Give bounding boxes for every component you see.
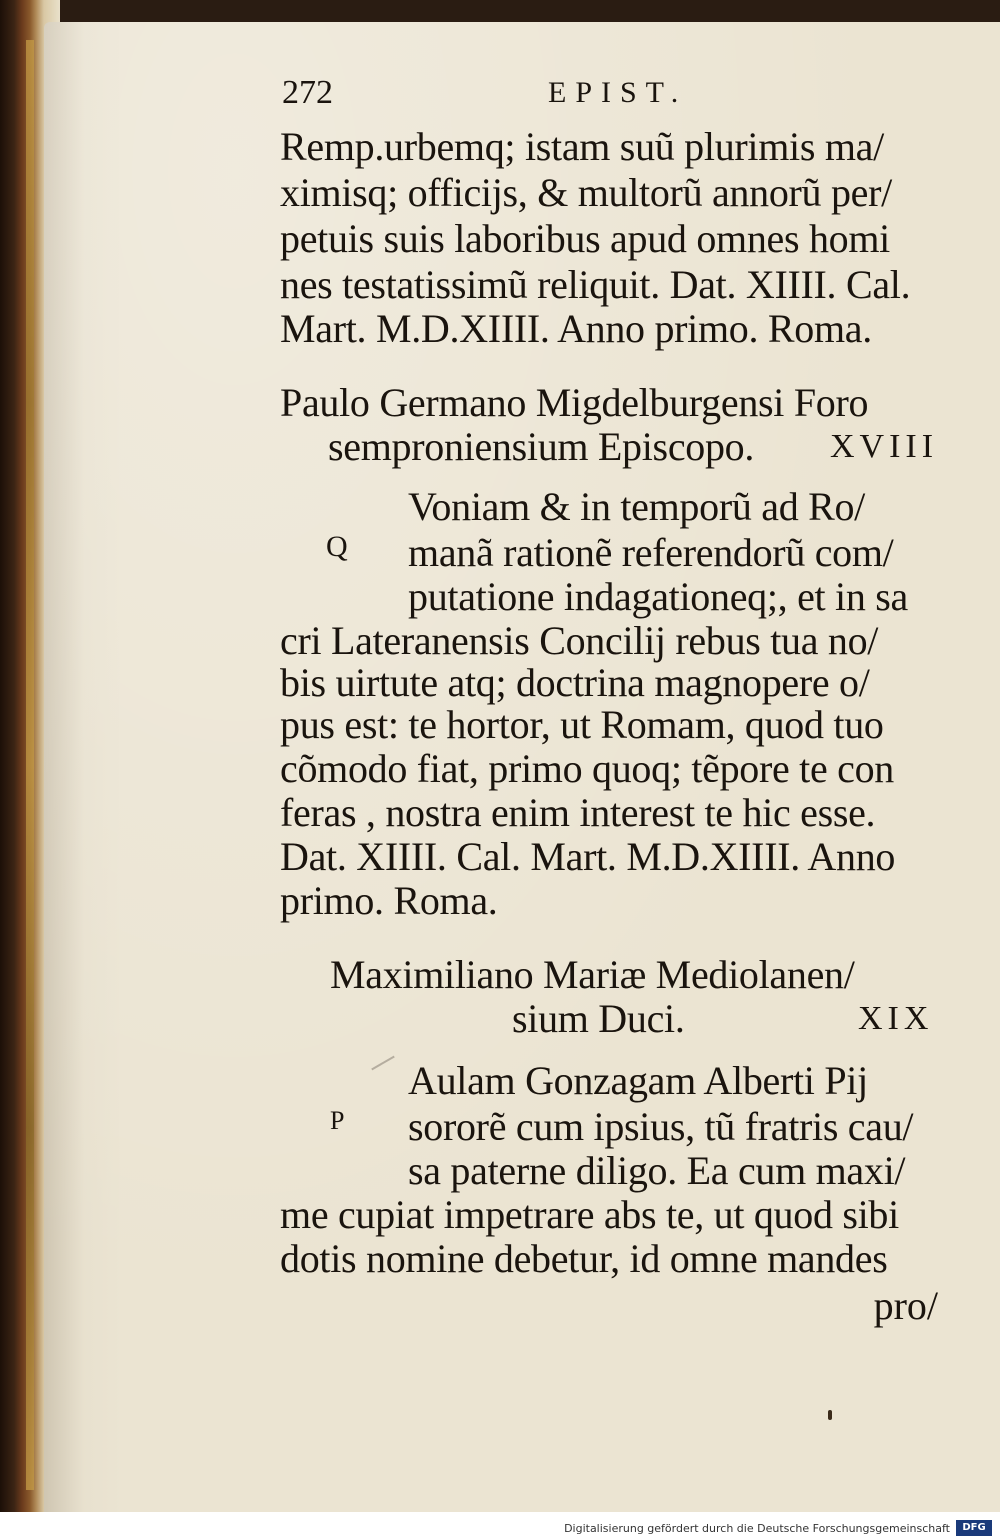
scan-background-top (0, 0, 1000, 22)
letter-heading: Paulo Germano Migdelburgensi Foro (280, 380, 869, 425)
running-title: EPIST. (548, 76, 688, 109)
text-line: sororẽ cum ipsius, tũ fratris cau/ (408, 1104, 914, 1149)
text-line: Dat. XIIII. Cal. Mart. M.D.XIIII. Anno (280, 834, 896, 879)
text-line: primo. Roma. (280, 878, 498, 923)
text-line: me cupiat impetrare abs te, ut quod sibi (280, 1192, 899, 1237)
letter-number: XIX (858, 1000, 934, 1037)
text-line: ximisq; officijs, & multorũ annorũ per/ (280, 170, 892, 215)
text-line: dotis nomine debetur, id omne mandes (280, 1236, 888, 1281)
gilt-page-edges (26, 40, 34, 1490)
text-line: manã rationẽ referendorũ com/ (408, 530, 894, 575)
text-line: bis uirtute atq; doctrina magnopere o/ (280, 660, 870, 705)
catchword: pro/ (873, 1283, 938, 1328)
text-line: Voniam & in temporũ ad Ro/ (408, 484, 865, 529)
initial-guide-letter: P (330, 1106, 345, 1135)
text-line: nes testatissimũ reliquit. Dat. XIIII. Cal. (280, 262, 911, 307)
text-line: cri Lateranensis Concilij rebus tua no/ (280, 618, 879, 663)
text-line: Aulam Gonzagam Alberti Pij (408, 1058, 868, 1103)
page-number: 272 (282, 74, 333, 111)
text-line: feras , nostra enim interest te hic esse. (280, 790, 876, 835)
letter-heading: Maximiliano Mariæ Mediolanen/ (330, 952, 855, 997)
text-line: sa paterne diligo. Ea cum maxi/ (408, 1148, 906, 1193)
initial-guide-letter: Q (326, 530, 348, 563)
text-line: cõmodo fiat, primo quoq; tẽpore te con (280, 746, 894, 791)
text-line: pus est: te hortor, ut Romam, quod tuo (280, 702, 884, 747)
letter-heading: semproniensium Episcopo. (328, 424, 755, 469)
dfg-logo: DFG (956, 1520, 992, 1536)
text-line: petuis suis laboribus apud omnes homi (280, 216, 890, 261)
letter-number: XVIII (830, 428, 939, 465)
letter-heading: sium Duci. (512, 996, 685, 1041)
paper-speck (828, 1410, 832, 1420)
text-line: Remp.urbemq; istam suũ plurimis ma/ (280, 124, 884, 169)
funding-credit: Digitalisierung gefördert durch die Deutsche Forschungsgemeinschaft (564, 1522, 950, 1535)
text-line: putatione indagationeq;, et in sa (408, 574, 908, 619)
text-line: Mart. M.D.XIIII. Anno primo. Roma. (280, 306, 872, 351)
